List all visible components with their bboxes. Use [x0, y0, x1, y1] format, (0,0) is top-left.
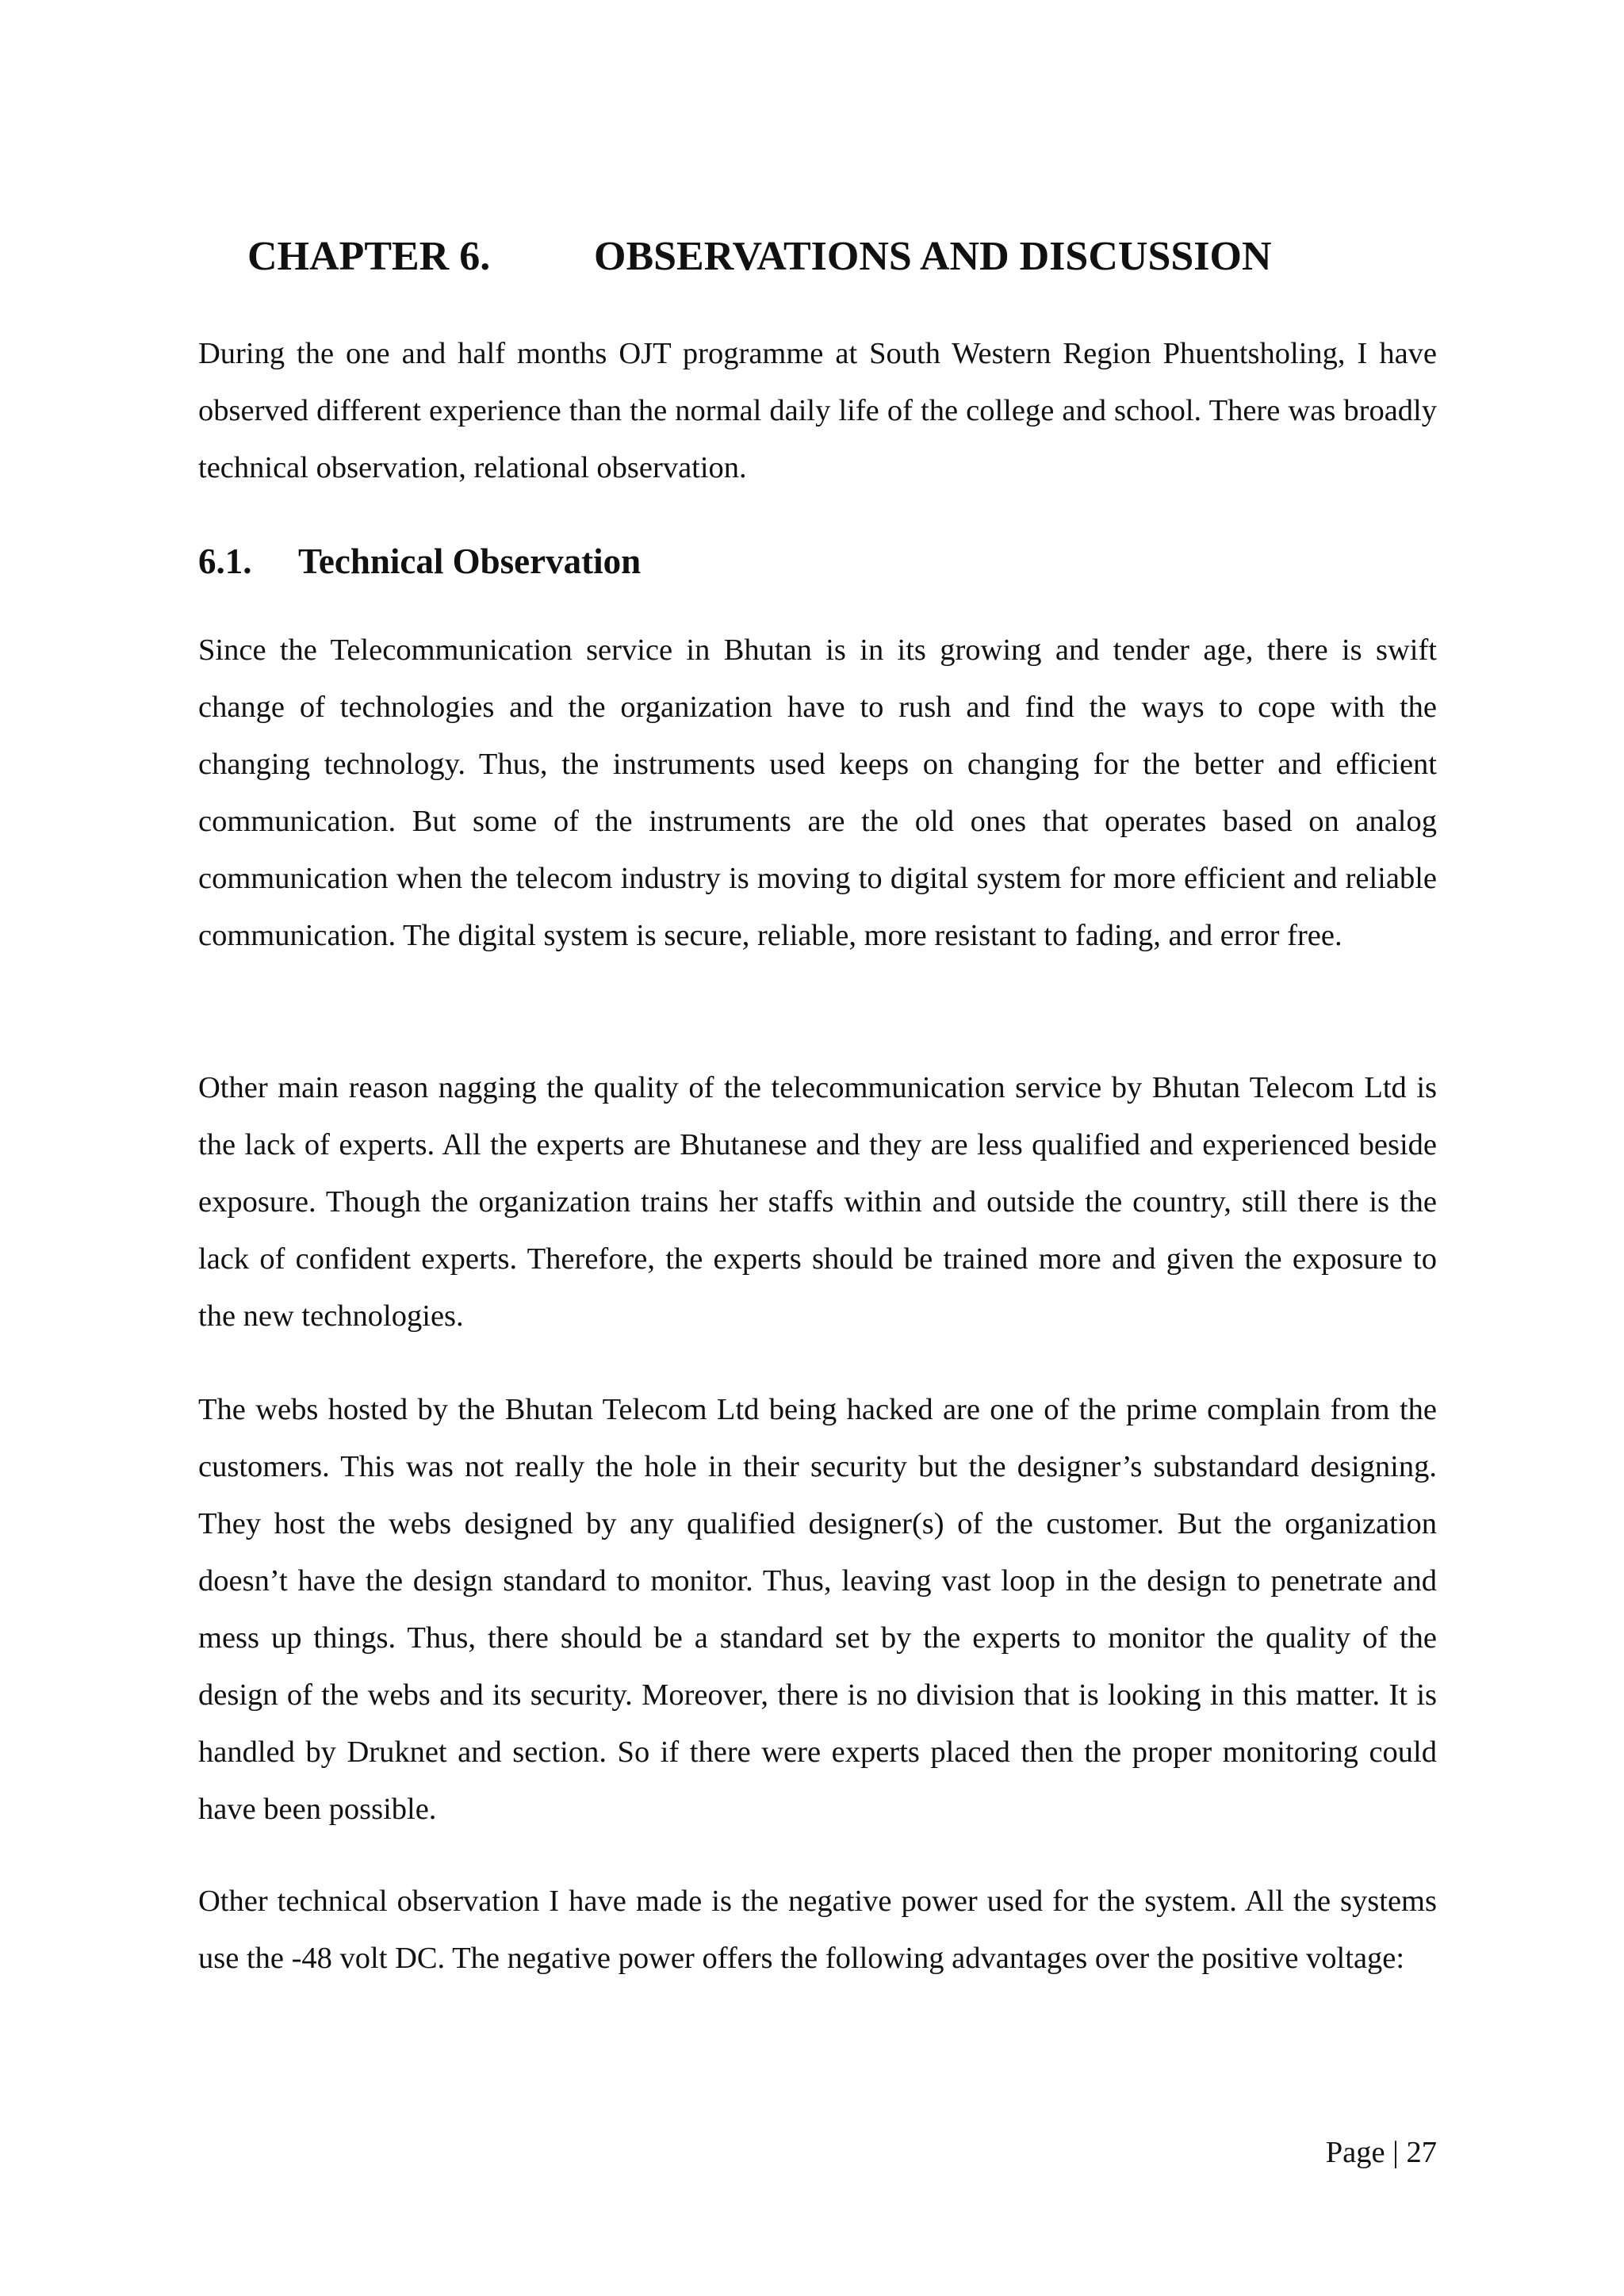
section-heading	[198, 541, 642, 581]
paragraph-web-hacking: The webs hosted by the Bhutan Telecom Ltd being hacked are one of the prime complain from the customers. This was not really the hole in their security but the designer’s substandard designing. They host the webs designed by any qualified designer(s) of the customer. But the organization doesn’t have the design standard to monitor. Thus, leaving vast loop in the design to penetrate and mess up things. Thus, there should be a standard set by the experts to monitor the quality of the design of the webs and its security. Moreover, there is no division that is looking in this matter. It is handled by Druknet and section. So if there were experts placed then the proper monitoring could have been possible.	[198, 1393, 1437, 1826]
paragraph-lack-of-experts: Other main reason nagging the quality of the telecommunication service by Bhutan Telecom Ltd is the lack of experts. All the experts are Bhutanese and they are less qualified and experienced beside exposure. Though the organization trains her staffs within and outside the country, still there is the lack of confident experts. Therefore, the experts should be trained more and given the exposure to the new technologies.	[198, 1071, 1437, 1333]
section-number: 6.1.	[198, 541, 252, 581]
paragraph-negative-power: Other technical observation I have made is the negative power used for the system. All the systems use the -48 volt DC. The negative power offers the following advantages over the positive voltage:	[198, 1885, 1437, 1975]
paragraph-technology-change: Since the Telecommunication service in Bhutan is in its growing and tender age, there is swift change of technologies and the organization have to rush and find the ways to cope with the changing technology. Thus, the instruments used keeps on changing for the better and efficient communication. But some of the instruments are the old ones that operates based on analog communication when the telecom industry is moving to digital system for more efficient and reliable communication. The digital system is secure, reliable, more resistant to fading, and error free.	[198, 633, 1437, 952]
section-title: Technical Observation	[298, 541, 642, 581]
intro-paragraph: During the one and half months OJT programme at South Western Region Phuentsholing, I have observed different experience than the normal daily life of the college and school. There was broadly technical observation, relational observation.	[198, 337, 1437, 484]
chapter-number: CHAPTER 6.	[247, 234, 491, 279]
chapter-heading	[247, 236, 1272, 277]
document-page	[198, 0, 1437, 2296]
page-number: Page | 27	[1325, 2136, 1437, 2169]
chapter-title: OBSERVATIONS AND DISCUSSION	[594, 234, 1272, 279]
